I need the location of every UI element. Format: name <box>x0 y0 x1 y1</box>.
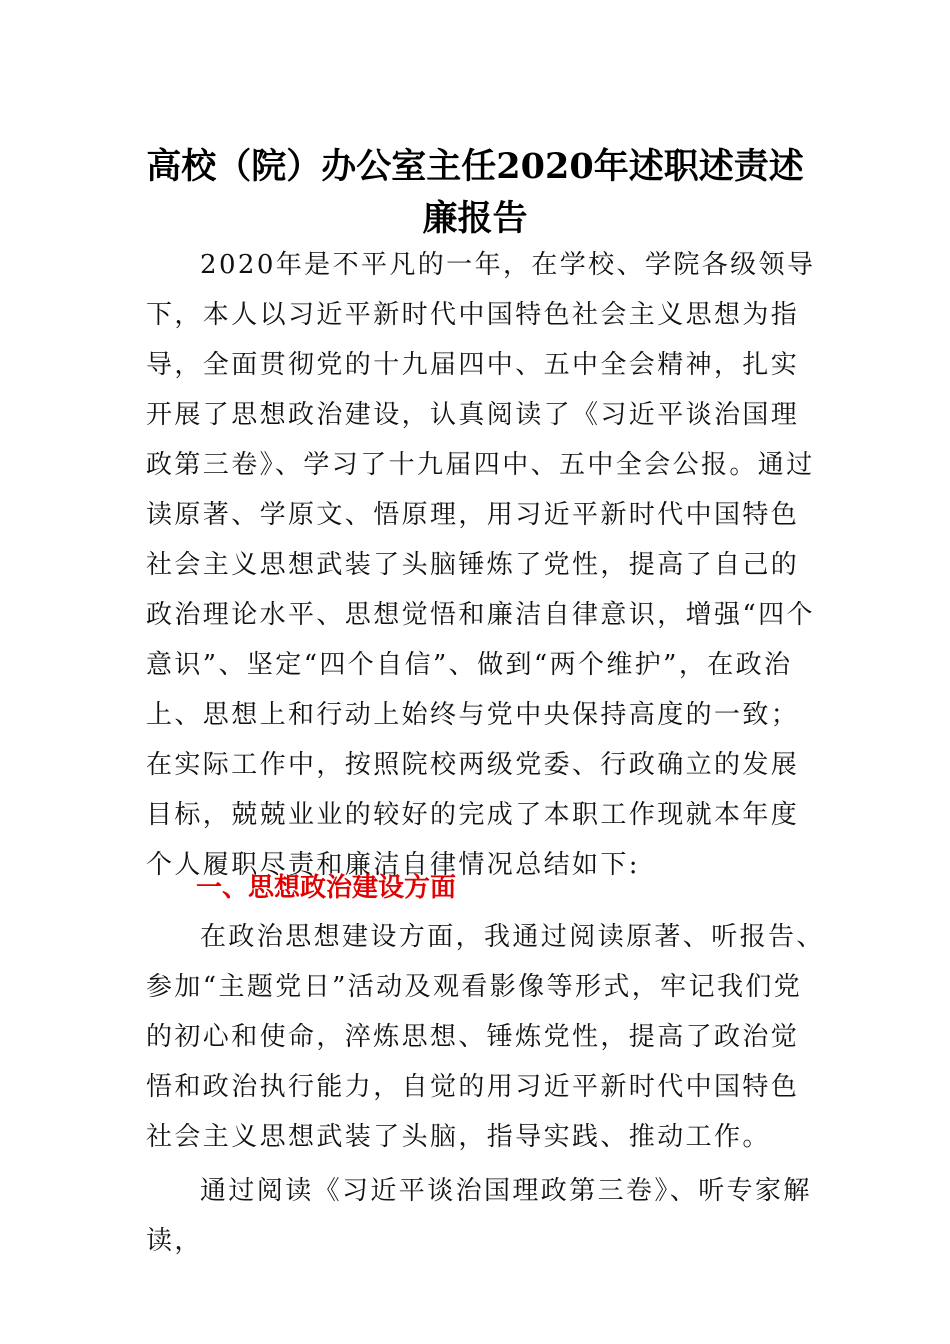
document-title-continued: 廉报告 <box>422 198 528 239</box>
body-paragraph-continued: 通过阅读《习近平谈治国理政第三卷》、听专家解读， <box>146 1176 812 1256</box>
intro-paragraph: 2020年是不平凡的一年，在学校、学院各级领导下，本人以习近平新时代中国特色社会主义思想为指导，全面贯彻党的十九届四中、五中全会精神，扎实开展了思想政治建设，认真阅读了《习近平谈治国理政第三卷》、学习了十九届四中、五中全会公报。通过读原著、学原文、悟原理，用习近平新时代中国特色社会主义思想武装了头脑锤炼了党性，提高了自己的政治理论水平、思想觉悟和廉洁自律意识，增强“四个意识”、坚定“四个自信”、做到“两个维护”，在政治上、思想上和行动上始终与党中央保持高度的一致；在实际工作中，按照院校两级党委、行政确立的发展目标，兢兢业业的较好的完成了本职工作现就本年度个人履职尽责和廉洁自律情况总结如下: <box>146 250 816 880</box>
body-paragraph: 在政治思想建设方面，我通过阅读原著、听报告、参加“主题党日”活动及观看影像等形式，牢记我们党的初心和使命，淬炼思想、锤炼党性，提高了政治觉悟和政治执行能力，自觉的用习近平新时代中国特色社会主义思想武装了头脑，指导实践、推动工作。 <box>146 922 825 1152</box>
section-heading: 一、思想政治建设方面 <box>196 873 457 903</box>
document-title: 高校（院）办公室主任2020年述职述责述 <box>146 146 804 187</box>
